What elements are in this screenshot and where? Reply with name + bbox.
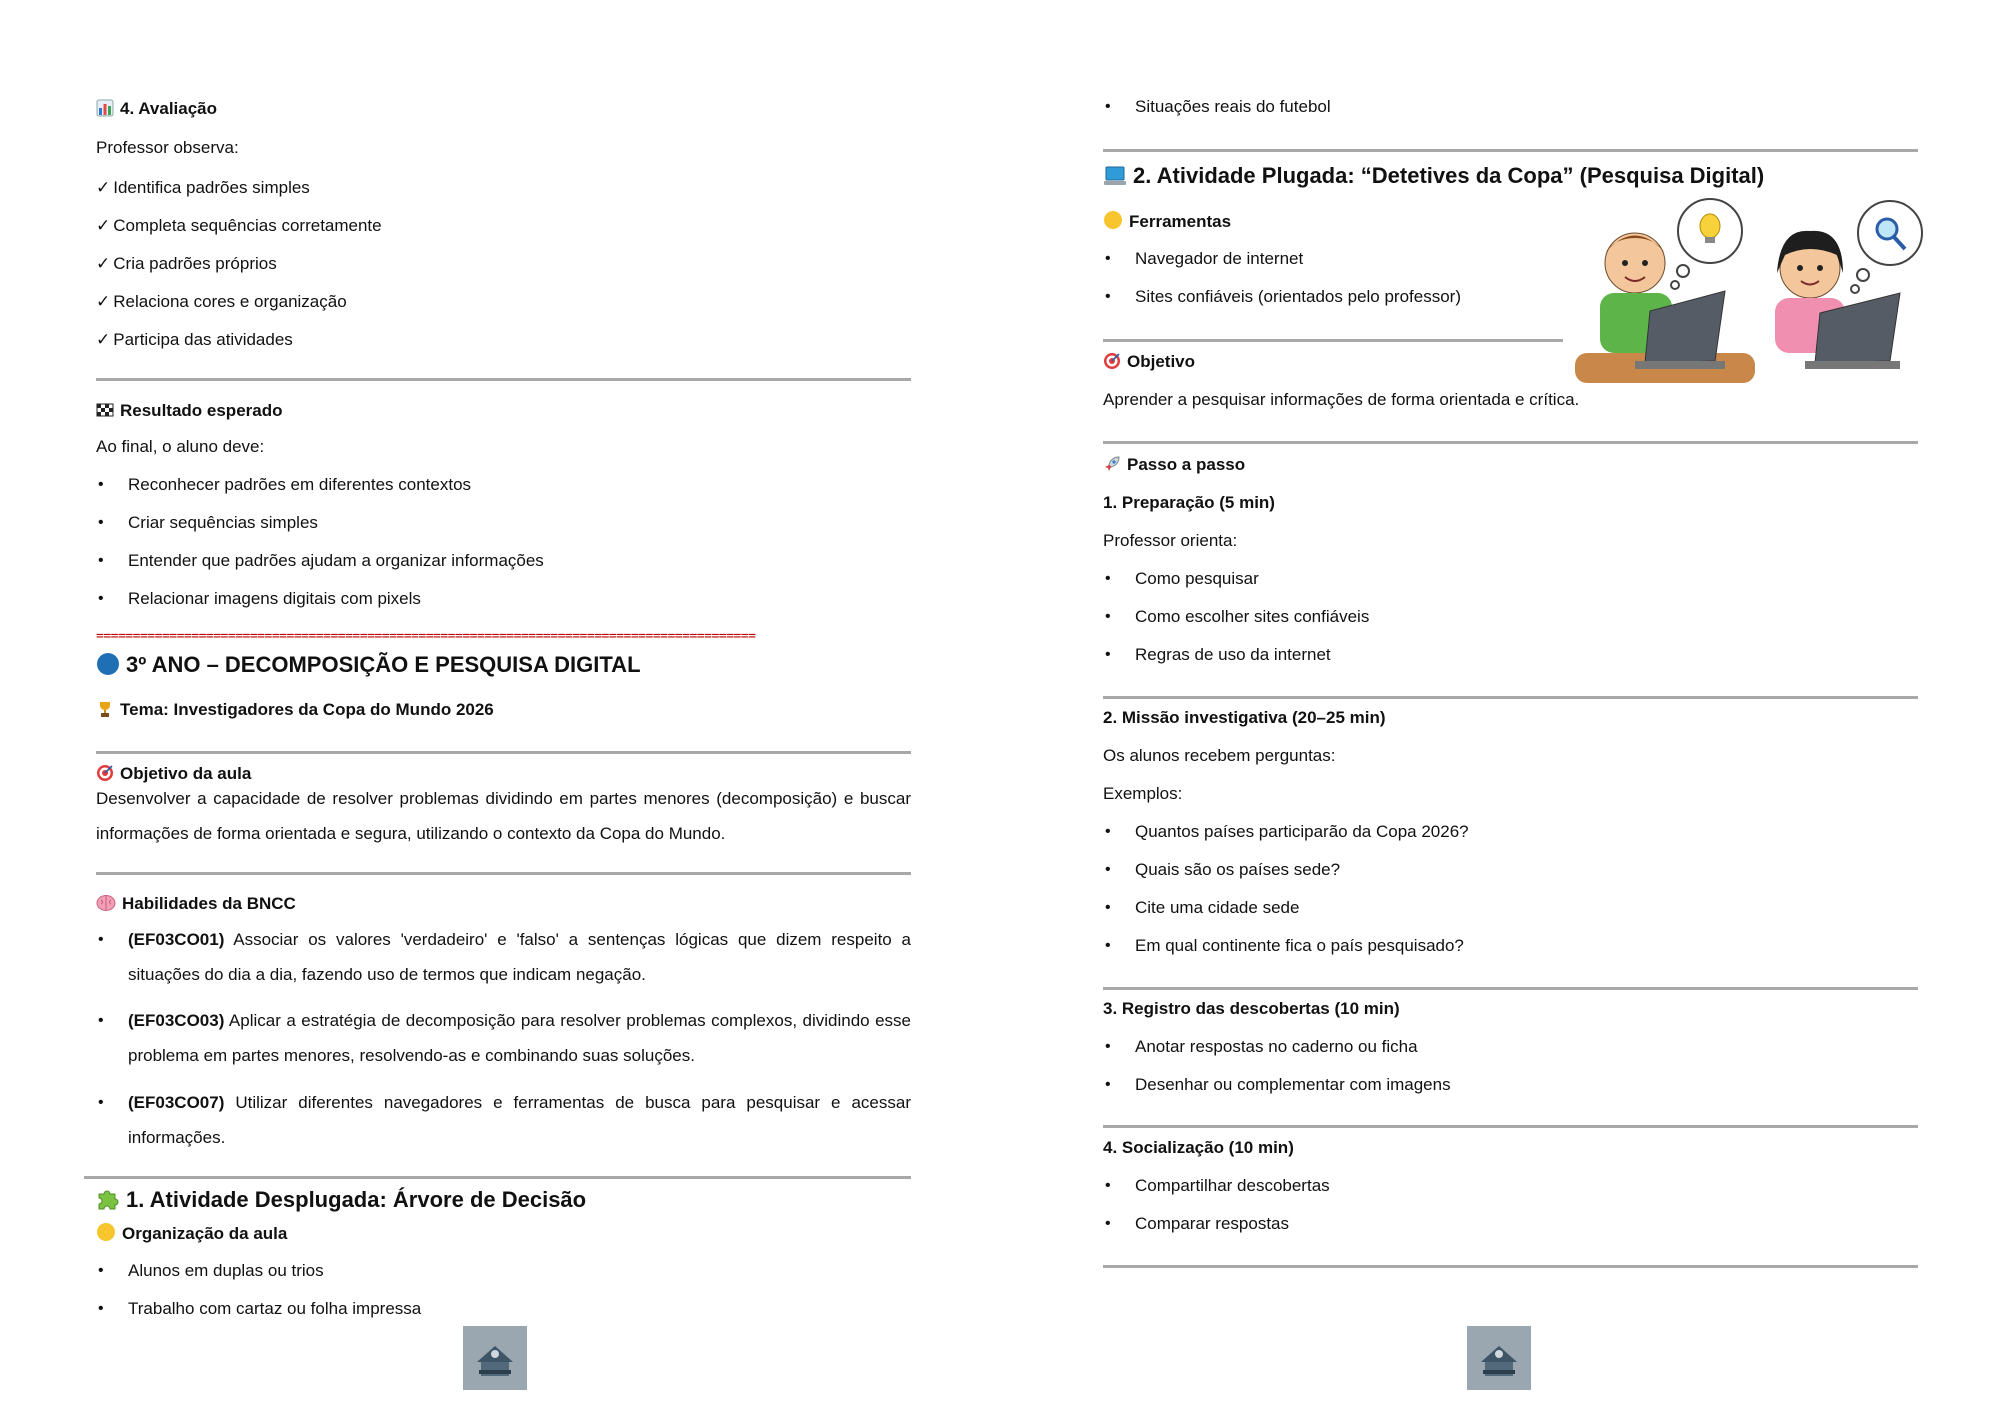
objetivo-text: Aprender a pesquisar informações de forma orientada e crítica. — [1103, 390, 1580, 409]
divider — [96, 872, 911, 875]
passo-heading: Passo a passo — [1103, 454, 1245, 479]
school-logo — [1467, 1326, 1531, 1390]
list-item: • Em qual continente fica o país pesquisado? — [1135, 935, 1464, 957]
divider — [96, 751, 911, 754]
list-item: • Desenhar ou complementar com imagens — [1135, 1074, 1451, 1096]
bncc-item: • (EF03CO01) Associar os valores 'verdadeiro' e 'falso' a sentenças lógicas que dizem respeito a situações do dia a dia, fazendo uso de termos que indicam negação. — [128, 922, 911, 992]
checkered-flag-icon — [96, 403, 114, 425]
check-mark: ✓ — [96, 330, 111, 349]
divider — [1103, 696, 1918, 699]
check-item: ✓ Identifica padrões simples — [96, 178, 310, 197]
objetivo-heading: Objetivo da aula — [96, 763, 251, 788]
red-separator: ========================================================================================== — [96, 630, 756, 644]
resultado-intro: Ao final, o aluno deve: — [96, 437, 265, 456]
puzzle-icon — [96, 1187, 120, 1218]
organizacao-heading: Organização da aula — [96, 1222, 287, 1248]
atividade1-heading: 1. Atividade Desplugada: Árvore de Decisão — [96, 1186, 586, 1218]
bncc-item: • (EF03CO07) Utilizar diferentes navegadores e ferramentas de busca para pesquisar e acessar informações. — [128, 1085, 911, 1155]
check-mark: ✓ — [96, 216, 111, 235]
ano-title: 3º ANO – DECOMPOSIÇÃO E PESQUISA DIGITAL — [96, 651, 641, 683]
missao-examples-label: Exemplos: — [1103, 784, 1183, 803]
list-item: • Trabalho com cartaz ou folha impressa — [128, 1298, 421, 1320]
divider — [1103, 339, 1563, 342]
school-logo — [463, 1326, 527, 1390]
atividade2-heading: 2. Atividade Plugada: “Detetives da Copa” (Pesquisa Digital) — [1103, 162, 1764, 194]
list-item: • Situações reais do futebol — [1135, 96, 1331, 118]
objetivo-text: Desenvolver a capacidade de resolver problemas dividindo em partes menores (decomposição) e buscar informações de forma orientada e segura, utilizando o contexto da Copa do Mundo. — [96, 789, 911, 843]
missao-intro: Os alunos recebem perguntas: — [1103, 746, 1336, 765]
list-item: • Criar sequências simples — [128, 512, 318, 534]
tema-line: Tema: Investigadores da Copa do Mundo 2026 — [96, 699, 494, 724]
yellow-circle-icon — [96, 1222, 116, 1248]
avaliacao-heading: 4. Avaliação — [96, 98, 217, 123]
check-item: ✓ Relaciona cores e organização — [96, 292, 347, 311]
list-item: • Como escolher sites confiáveis — [1135, 606, 1369, 628]
list-item: • Alunos em duplas ou trios — [128, 1260, 324, 1282]
divider — [1103, 149, 1918, 152]
kids-laptops-illustration — [1565, 193, 1935, 393]
right-page — [1000, 0, 2000, 1414]
list-item: • Cite uma cidade sede — [1135, 897, 1299, 919]
bncc-item: • (EF03CO03) Aplicar a estratégia de decomposição para resolver problemas complexos, dividindo esse problema em partes menores, resolvendo-as e combinando suas soluções. — [128, 1003, 911, 1073]
trophy-icon — [96, 700, 114, 724]
list-item: • Quais são os países sede? — [1135, 859, 1340, 881]
list-item: • Anotar respostas no caderno ou ficha — [1135, 1036, 1418, 1058]
list-item: • Reconhecer padrões em diferentes contextos — [128, 474, 471, 496]
list-item: • Regras de uso da internet — [1135, 644, 1331, 666]
list-item: • Sites confiáveis (orientados pelo professor) — [1135, 286, 1461, 308]
prep-intro: Professor orienta: — [1103, 531, 1238, 550]
socializacao-heading: 4. Socialização (10 min) — [1103, 1138, 1294, 1157]
check-mark: ✓ — [96, 178, 111, 197]
list-item: • Navegador de internet — [1135, 248, 1303, 270]
ferramentas-heading: Ferramentas — [1103, 210, 1231, 236]
resultado-heading: Resultado esperado — [96, 400, 283, 425]
divider — [1103, 1265, 1918, 1268]
list-item: • Comparar respostas — [1135, 1213, 1289, 1235]
avaliacao-intro: Professor observa: — [96, 138, 239, 157]
objetivo-heading: Objetivo — [1103, 351, 1195, 376]
check-item: ✓ Cria padrões próprios — [96, 254, 277, 273]
list-item: • Compartilhar descobertas — [1135, 1175, 1330, 1197]
list-item: • Quantos países participarão da Copa 2026? — [1135, 821, 1469, 843]
divider — [1103, 1125, 1918, 1128]
brain-icon — [96, 894, 116, 918]
divider — [84, 1176, 911, 1179]
missao-heading: 2. Missão investigativa (20–25 min) — [1103, 708, 1386, 727]
bncc-heading: Habilidades da BNCC — [96, 893, 296, 918]
bar-chart-icon — [96, 99, 114, 123]
list-item: • Entender que padrões ajudam a organizar informações — [128, 550, 544, 572]
check-item: ✓ Completa sequências corretamente — [96, 216, 382, 235]
list-item: • Relacionar imagens digitais com pixels — [128, 588, 421, 610]
prep-heading: 1. Preparação (5 min) — [1103, 493, 1275, 512]
divider — [1103, 987, 1918, 990]
list-item: • Como pesquisar — [1135, 568, 1259, 590]
registro-heading: 3. Registro das descobertas (10 min) — [1103, 999, 1400, 1018]
check-item: ✓ Participa das atividades — [96, 330, 293, 349]
blue-circle-icon — [96, 652, 120, 683]
yellow-circle-icon — [1103, 210, 1123, 236]
rocket-icon — [1103, 455, 1121, 479]
divider — [96, 378, 911, 381]
laptop-icon — [1103, 165, 1127, 194]
check-mark: ✓ — [96, 292, 111, 311]
target-icon — [1103, 352, 1121, 376]
divider — [1103, 441, 1918, 444]
check-mark: ✓ — [96, 254, 111, 273]
